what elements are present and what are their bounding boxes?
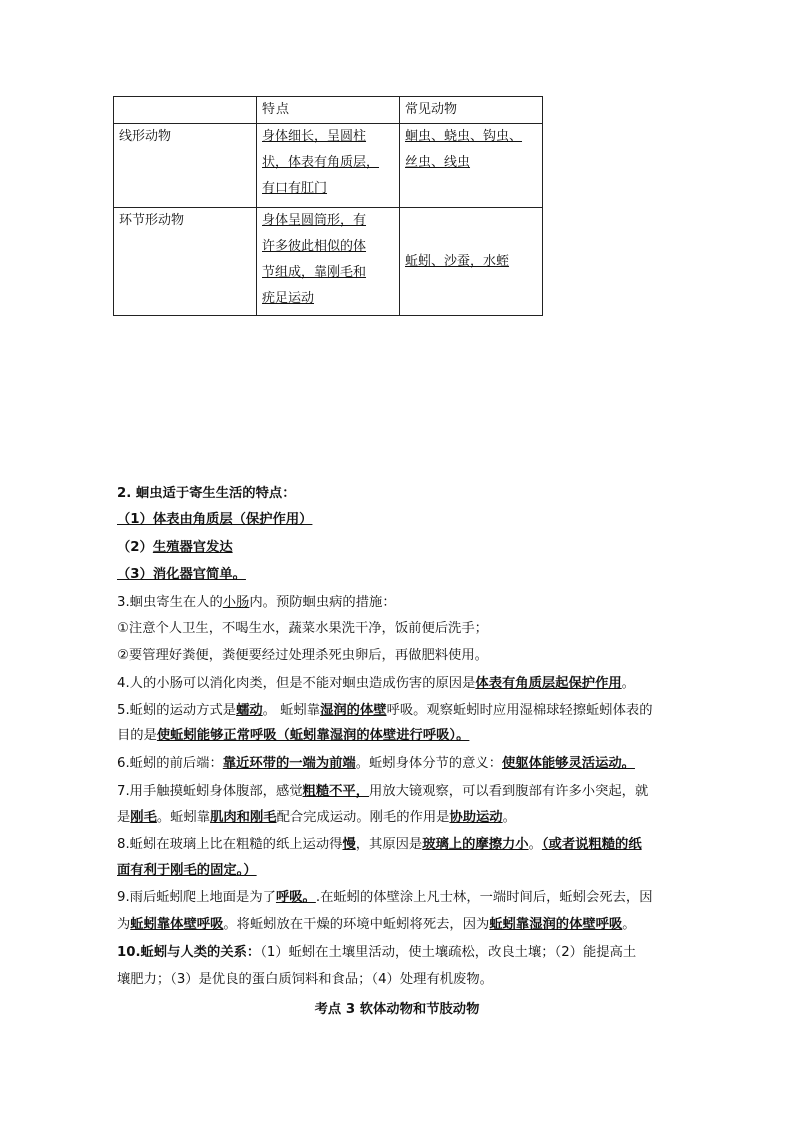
point-2-item-2-num: （2） (117, 540, 153, 555)
text-run: .在蚯蚓的体壁涂上凡士林，一端时间后，蚯蚓会死去，因 (315, 890, 653, 905)
point-6-line (117, 752, 687, 771)
text-run: 。 (622, 917, 636, 932)
text-run: 9.雨后蚯蚓爬上地面是为了 (117, 890, 276, 905)
text-run: 8.蚯蚓在玻璃上比在粗糙的纸上运动得 (117, 837, 343, 852)
answer-front-end: 靠近环带的一端为前端 (222, 756, 356, 771)
feature-cell (257, 124, 400, 208)
point-7-line-2 (117, 806, 687, 825)
point-9-line-2 (117, 913, 687, 932)
answer-friction: 玻璃上的摩擦力小 (422, 837, 529, 852)
point-7-line-1 (117, 780, 687, 799)
table-header-animals: 常见动物 (400, 97, 543, 124)
answer-assist-movement: 协助运动 (449, 810, 503, 825)
text-run: 。蚯蚓身体分节的意义： (355, 756, 502, 771)
answer-moist-body-wall: 蚯蚓靠湿润的体壁呼吸 (489, 917, 623, 932)
point-2-item-2-text: 生殖器官发达 (152, 540, 233, 555)
animals-line: 蚯蚓、沙蚕，水蛭 (405, 253, 510, 269)
text-run: 。蚯蚓靠 (156, 810, 211, 825)
point-2-item-1 (117, 508, 687, 527)
point-5-line-2 (117, 724, 687, 743)
text-run: 目的是 (117, 728, 157, 743)
table-header-empty (114, 97, 257, 124)
feature-line: 许多彼此相似的体 (262, 239, 367, 254)
answer-small-intestine: 小肠 (222, 595, 250, 610)
point-2-item-1-text: （1）体表由角质层（保护作用） (117, 512, 313, 527)
table-header-feature: 特点 (257, 97, 400, 124)
text-run: 4.人的小肠可以消化肉类，但是不能对蛔虫造成伤害的原因是 (117, 676, 476, 691)
table-header-row (114, 97, 543, 124)
feature-line: 疣足运动 (262, 291, 315, 306)
feature-line: 有口有肛门 (262, 181, 328, 196)
point-3-line (117, 591, 687, 610)
text-run: 6.蚯蚓的前后端： (117, 756, 223, 771)
text-run: 。 (502, 810, 516, 825)
text-run: （1）蚯蚓在土壤里活动，使土壤疏松，改良土壤；（2）能提高土 (260, 945, 637, 960)
answer-breathe: 呼吸。 (275, 890, 316, 905)
feature-line: 节组成，靠刚毛和 (262, 265, 367, 280)
answer-alt-reason-cont: 面有利于刚毛的固定。） (117, 863, 257, 878)
feature-line: 身体呈圆筒形，有 (262, 213, 367, 228)
text-run: 配合完成运动。刚毛的作用是 (276, 810, 450, 825)
animals-cell (400, 124, 543, 208)
answer-slow: 慢 (342, 837, 356, 852)
point-8-line-1 (117, 833, 687, 852)
table-row (114, 208, 543, 316)
answer-muscle-setae: 肌肉和刚毛 (210, 810, 277, 825)
table-row (114, 124, 543, 208)
feature-line: 状，体表有角质层， (262, 155, 380, 170)
point-10-line-2: 壤肥力；（3）是优良的蛋白质饲料和食品；（4）处理有机废物。 (117, 972, 493, 987)
answer-rough: 粗糙不平， (302, 784, 370, 799)
answer-segment-meaning: 使躯体能够灵活运动。 (502, 756, 635, 771)
point-9-line-1 (117, 886, 687, 905)
text-run: 5.蚯蚓的运动方式是 (117, 703, 237, 718)
section-heading: 考点 3 软体动物和节肢动物 (314, 1002, 480, 1017)
measure-1: ①注意个人卫生，不喝生水，蔬菜水果洗干净，饭前便后洗手； (117, 621, 488, 636)
animals-cell (400, 208, 543, 316)
answer-setae: 刚毛 (130, 810, 157, 825)
text-run: 。将蚯蚓放在干燥的环境中蚯蚓将死去，因为 (223, 917, 490, 932)
answer-body-wall: 蚯蚓靠体壁呼吸 (130, 917, 224, 932)
feature-line: 身体细长，呈圆柱 (262, 129, 367, 144)
point-4-line (117, 672, 687, 691)
text-run: 用放大镜观察，可以看到腹部有许多小突起，就 (369, 784, 649, 799)
feature-cell (257, 208, 400, 316)
point-2-item-3-text: （3）消化器官简单。 (117, 567, 246, 582)
point-10-line-1 (117, 941, 687, 960)
answer-purpose: 使蚯蚓能够正常呼吸（蚯蚓靠湿润的体壁进行呼吸）。 (156, 728, 470, 743)
answer-cuticle: 体表有角质层起保护作用 (475, 676, 622, 691)
text-run: 。 (528, 837, 542, 852)
point-10-label: 10.蚯蚓与人类的关系： (117, 945, 261, 960)
text-run: 呼吸。观察蚯蚓时应用湿棉球轻擦蚯蚓体表的 (386, 703, 653, 718)
answer-moist-wall: 湿润的体壁 (320, 703, 387, 718)
text-run: 内。预防蛔虫病的措施： (249, 595, 396, 610)
animals-line: 蛔虫、蛲虫、钩虫、 (405, 129, 523, 144)
animals-line: 丝虫、线虫 (405, 155, 471, 170)
answer-alt-reason: （或者说粗糙的纸 (541, 837, 642, 852)
measure-2: ②要管理好粪便，粪便要经过处理杀死虫卵后，再做肥料使用。 (117, 648, 488, 663)
point-2-item-3 (117, 563, 687, 582)
point-2-item-2 (117, 536, 687, 555)
text-run: 7.用手触摸蚯蚓身体腹部，感觉 (117, 784, 303, 799)
animals-table (113, 96, 543, 316)
category-cell: 线形动物 (114, 124, 257, 208)
point-5-line-1 (117, 699, 687, 718)
text-run: 。 (621, 676, 635, 691)
answer-peristalsis: 蠕动 (236, 703, 263, 718)
text-run: 3.蛔虫寄生在人的 (117, 595, 223, 610)
point-8-line-2 (117, 859, 687, 878)
text-run: 。 蚯蚓靠 (262, 703, 321, 718)
text-run: 为 (117, 917, 131, 932)
text-run: ，其原因是 (355, 837, 423, 852)
category-cell: 环节形动物 (114, 208, 257, 316)
point-2-heading: 2. 蛔虫适于寄生生活的特点： (117, 486, 296, 501)
text-run: 是 (117, 810, 131, 825)
